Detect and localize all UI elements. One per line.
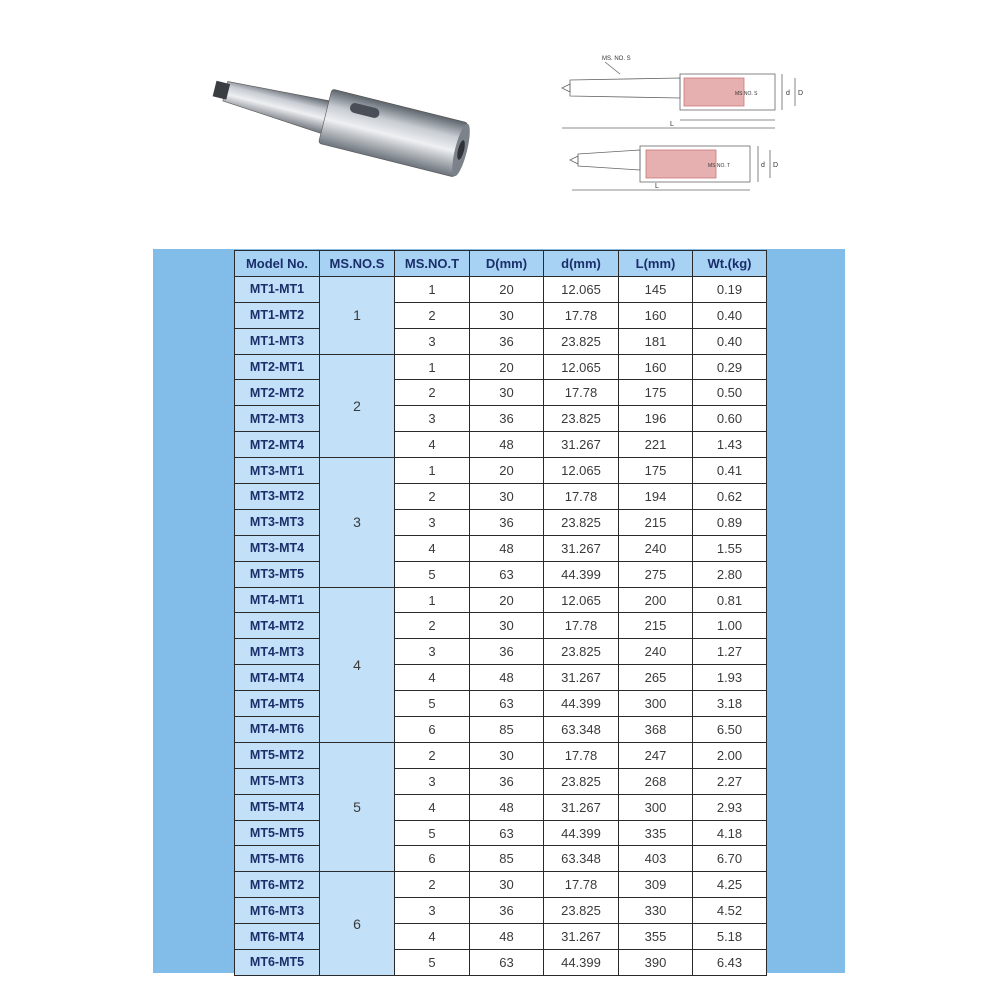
d-upper-cell: 30 (470, 380, 544, 406)
d-upper-cell: 36 (470, 768, 544, 794)
model-cell: MT4-MT6 (235, 717, 320, 743)
model-cell: MT4-MT2 (235, 613, 320, 639)
d-lower-cell: 31.267 (544, 665, 619, 691)
table-row (235, 328, 767, 354)
model-cell: MT1-MT3 (235, 328, 320, 354)
l-cell: 160 (619, 354, 693, 380)
d-lower-cell: 17.78 (544, 742, 619, 768)
wt-cell: 1.27 (693, 639, 767, 665)
d-upper-cell: 20 (470, 354, 544, 380)
d-upper-cell: 20 (470, 458, 544, 484)
mst-cell: 1 (395, 354, 470, 380)
table-row (235, 587, 767, 613)
wt-cell: 1.93 (693, 665, 767, 691)
d-lower-cell: 23.825 (544, 898, 619, 924)
d-upper-cell: 63 (470, 691, 544, 717)
model-cell: MT6-MT4 (235, 924, 320, 950)
model-cell: MT5-MT4 (235, 794, 320, 820)
d-upper-cell: 30 (470, 613, 544, 639)
l-cell: 265 (619, 665, 693, 691)
l-cell: 355 (619, 924, 693, 950)
drawing-label-mst-inner: MS NO. T (708, 163, 731, 169)
wt-cell: 6.50 (693, 717, 767, 743)
d-lower-cell: 44.399 (544, 561, 619, 587)
mss-cell: 3 (320, 458, 395, 587)
d-lower-cell: 31.267 (544, 432, 619, 458)
l-cell: 247 (619, 742, 693, 768)
l-cell: 240 (619, 639, 693, 665)
drawing-label-mss-inner: MS NO. S (735, 91, 758, 97)
d-upper-cell: 30 (470, 484, 544, 510)
table-row (235, 509, 767, 535)
d-lower-cell: 17.78 (544, 872, 619, 898)
d-lower-cell: 17.78 (544, 380, 619, 406)
wt-cell: 5.18 (693, 924, 767, 950)
d-upper-cell: 20 (470, 276, 544, 302)
d-upper-cell: 36 (470, 406, 544, 432)
l-cell: 275 (619, 561, 693, 587)
l-cell: 181 (619, 328, 693, 354)
l-cell: 390 (619, 950, 693, 976)
d-lower-cell: 23.825 (544, 768, 619, 794)
mst-cell: 4 (395, 535, 470, 561)
d-lower-cell: 12.065 (544, 354, 619, 380)
header-d-upper: D(mm) (470, 251, 544, 277)
d-lower-cell: 44.399 (544, 691, 619, 717)
wt-cell: 0.40 (693, 302, 767, 328)
wt-cell: 1.00 (693, 613, 767, 639)
mst-cell: 3 (395, 328, 470, 354)
mst-cell: 2 (395, 613, 470, 639)
d-upper-cell: 36 (470, 328, 544, 354)
model-cell: MT4-MT5 (235, 691, 320, 717)
mst-cell: 1 (395, 458, 470, 484)
d-upper-cell: 30 (470, 872, 544, 898)
d-lower-cell: 44.399 (544, 820, 619, 846)
wt-cell: 4.18 (693, 820, 767, 846)
d-lower-cell: 31.267 (544, 924, 619, 950)
l-cell: 268 (619, 768, 693, 794)
table-row (235, 950, 767, 976)
d-lower-cell: 17.78 (544, 484, 619, 510)
model-cell: MT5-MT6 (235, 846, 320, 872)
d-lower-cell: 12.065 (544, 276, 619, 302)
l-cell: 215 (619, 613, 693, 639)
model-cell: MT2-MT3 (235, 406, 320, 432)
table-row (235, 354, 767, 380)
wt-cell: 0.50 (693, 380, 767, 406)
model-cell: MT6-MT2 (235, 872, 320, 898)
table-row (235, 613, 767, 639)
spec-table (234, 250, 767, 976)
model-cell: MT3-MT3 (235, 509, 320, 535)
l-cell: 330 (619, 898, 693, 924)
d-upper-cell: 36 (470, 898, 544, 924)
product-photo (195, 60, 485, 195)
d-lower-cell: 23.825 (544, 639, 619, 665)
mst-cell: 4 (395, 665, 470, 691)
wt-cell: 0.60 (693, 406, 767, 432)
mst-cell: 1 (395, 587, 470, 613)
table-row (235, 898, 767, 924)
mst-cell: 2 (395, 380, 470, 406)
table-row (235, 768, 767, 794)
model-cell: MT6-MT3 (235, 898, 320, 924)
wt-cell: 3.18 (693, 691, 767, 717)
d-upper-cell: 48 (470, 924, 544, 950)
d-lower-cell: 23.825 (544, 406, 619, 432)
l-cell: 145 (619, 276, 693, 302)
model-cell: MT5-MT5 (235, 820, 320, 846)
header-ms-no-s: MS.NO.S (320, 251, 395, 277)
l-cell: 160 (619, 302, 693, 328)
model-cell: MT6-MT5 (235, 950, 320, 976)
d-lower-cell: 63.348 (544, 846, 619, 872)
model-cell: MT4-MT4 (235, 665, 320, 691)
header-ms-no-t: MS.NO.T (395, 251, 470, 277)
mst-cell: 6 (395, 846, 470, 872)
l-cell: 300 (619, 794, 693, 820)
drawing-dim-d: d (786, 90, 790, 97)
d-lower-cell: 12.065 (544, 458, 619, 484)
technical-drawing (550, 50, 810, 200)
d-upper-cell: 30 (470, 302, 544, 328)
wt-cell: 0.40 (693, 328, 767, 354)
mst-cell: 4 (395, 794, 470, 820)
d-lower-cell: 23.825 (544, 328, 619, 354)
mst-cell: 3 (395, 768, 470, 794)
model-cell: MT3-MT5 (235, 561, 320, 587)
table-row (235, 406, 767, 432)
table-row (235, 484, 767, 510)
table-row (235, 742, 767, 768)
wt-cell: 0.29 (693, 354, 767, 380)
mst-cell: 6 (395, 717, 470, 743)
table-header-row (235, 251, 767, 277)
table-body (235, 276, 767, 975)
table-row (235, 846, 767, 872)
mss-cell: 6 (320, 872, 395, 976)
header-wt: Wt.(kg) (693, 251, 767, 277)
table-row (235, 458, 767, 484)
drawing-dim-d-bottom: d (761, 162, 765, 169)
d-upper-cell: 36 (470, 639, 544, 665)
drawing-label-mss: MS. NO. S (602, 56, 631, 62)
d-lower-cell: 44.399 (544, 950, 619, 976)
model-cell: MT3-MT2 (235, 484, 320, 510)
wt-cell: 4.25 (693, 872, 767, 898)
drawing-dim-L: L (670, 121, 674, 128)
header-d-lower: d(mm) (544, 251, 619, 277)
d-lower-cell: 12.065 (544, 587, 619, 613)
d-upper-cell: 63 (470, 561, 544, 587)
model-cell: MT3-MT4 (235, 535, 320, 561)
table-row (235, 717, 767, 743)
mss-cell: 4 (320, 587, 395, 742)
d-lower-cell: 17.78 (544, 613, 619, 639)
l-cell: 300 (619, 691, 693, 717)
wt-cell: 2.00 (693, 742, 767, 768)
table-row (235, 561, 767, 587)
d-upper-cell: 20 (470, 587, 544, 613)
mss-cell: 5 (320, 742, 395, 871)
d-upper-cell: 85 (470, 717, 544, 743)
l-cell: 175 (619, 458, 693, 484)
mst-cell: 2 (395, 742, 470, 768)
d-upper-cell: 85 (470, 846, 544, 872)
mst-cell: 2 (395, 484, 470, 510)
model-cell: MT5-MT2 (235, 742, 320, 768)
model-cell: MT5-MT3 (235, 768, 320, 794)
d-upper-cell: 63 (470, 950, 544, 976)
mst-cell: 2 (395, 302, 470, 328)
mst-cell: 1 (395, 276, 470, 302)
table-row (235, 872, 767, 898)
d-upper-cell: 48 (470, 535, 544, 561)
d-upper-cell: 48 (470, 432, 544, 458)
d-upper-cell: 48 (470, 665, 544, 691)
d-upper-cell: 30 (470, 742, 544, 768)
table-row (235, 380, 767, 406)
model-cell: MT2-MT4 (235, 432, 320, 458)
table-row (235, 665, 767, 691)
d-lower-cell: 63.348 (544, 717, 619, 743)
header-model-no: Model No. (235, 251, 320, 277)
d-upper-cell: 36 (470, 509, 544, 535)
l-cell: 240 (619, 535, 693, 561)
table-row (235, 432, 767, 458)
table-row (235, 302, 767, 328)
wt-cell: 6.70 (693, 846, 767, 872)
mst-cell: 3 (395, 639, 470, 665)
l-cell: 215 (619, 509, 693, 535)
d-upper-cell: 63 (470, 820, 544, 846)
d-lower-cell: 23.825 (544, 509, 619, 535)
l-cell: 196 (619, 406, 693, 432)
d-lower-cell: 17.78 (544, 302, 619, 328)
mst-cell: 3 (395, 509, 470, 535)
l-cell: 200 (619, 587, 693, 613)
table-row (235, 276, 767, 302)
header-l: L(mm) (619, 251, 693, 277)
wt-cell: 0.89 (693, 509, 767, 535)
model-cell: MT3-MT1 (235, 458, 320, 484)
model-cell: MT1-MT1 (235, 276, 320, 302)
model-cell: MT2-MT2 (235, 380, 320, 406)
mst-cell: 2 (395, 872, 470, 898)
l-cell: 368 (619, 717, 693, 743)
wt-cell: 0.62 (693, 484, 767, 510)
table-row (235, 535, 767, 561)
d-lower-cell: 31.267 (544, 794, 619, 820)
drawing-dim-D: D (798, 90, 804, 97)
wt-cell: 6.43 (693, 950, 767, 976)
l-cell: 175 (619, 380, 693, 406)
model-cell: MT2-MT1 (235, 354, 320, 380)
l-cell: 221 (619, 432, 693, 458)
table-row (235, 924, 767, 950)
table-row (235, 639, 767, 665)
table-row (235, 691, 767, 717)
drawing-dim-D-bottom: D (773, 162, 779, 169)
mss-cell: 2 (320, 354, 395, 458)
table-row (235, 794, 767, 820)
wt-cell: 1.55 (693, 535, 767, 561)
wt-cell: 1.43 (693, 432, 767, 458)
wt-cell: 0.41 (693, 458, 767, 484)
l-cell: 403 (619, 846, 693, 872)
model-cell: MT1-MT2 (235, 302, 320, 328)
wt-cell: 4.52 (693, 898, 767, 924)
l-cell: 309 (619, 872, 693, 898)
mst-cell: 3 (395, 898, 470, 924)
model-cell: MT4-MT3 (235, 639, 320, 665)
model-cell: MT4-MT1 (235, 587, 320, 613)
l-cell: 335 (619, 820, 693, 846)
mst-cell: 4 (395, 432, 470, 458)
wt-cell: 0.81 (693, 587, 767, 613)
mst-cell: 5 (395, 950, 470, 976)
mss-cell: 1 (320, 276, 395, 354)
wt-cell: 2.27 (693, 768, 767, 794)
l-cell: 194 (619, 484, 693, 510)
wt-cell: 2.93 (693, 794, 767, 820)
wt-cell: 2.80 (693, 561, 767, 587)
d-lower-cell: 31.267 (544, 535, 619, 561)
wt-cell: 0.19 (693, 276, 767, 302)
mst-cell: 5 (395, 691, 470, 717)
mst-cell: 4 (395, 924, 470, 950)
table-row (235, 820, 767, 846)
d-upper-cell: 48 (470, 794, 544, 820)
mst-cell: 3 (395, 406, 470, 432)
mst-cell: 5 (395, 561, 470, 587)
drawing-dim-L-bottom: L (655, 183, 659, 190)
mst-cell: 5 (395, 820, 470, 846)
